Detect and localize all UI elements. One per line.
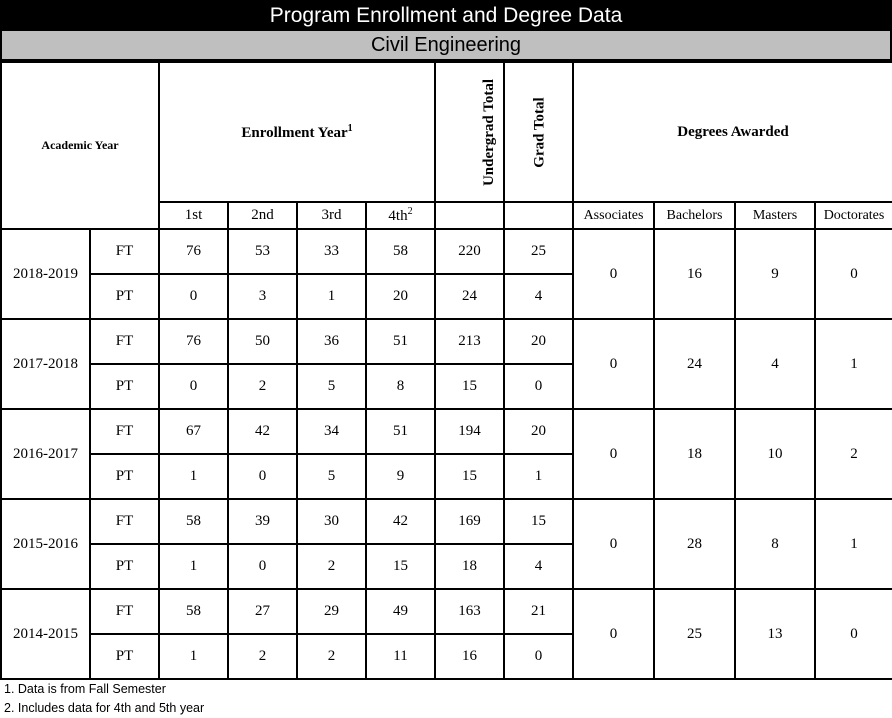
footnote-2: 2. Includes data for 4th and 5th year — [4, 701, 205, 715]
degree-cell: 2 — [815, 409, 892, 499]
degree-cell: 28 — [654, 499, 735, 589]
academic-year-cell: 2018-2019 — [1, 229, 90, 319]
degree-cell: 10 — [735, 409, 815, 499]
associates-header: Associates — [573, 202, 654, 229]
value-cell: 27 — [228, 589, 297, 634]
value-cell: 39 — [228, 499, 297, 544]
degree-cell: 0 — [573, 409, 654, 499]
academic-year-cell: 2017-2018 — [1, 319, 90, 409]
value-cell: 20 — [504, 409, 573, 454]
value-cell: 18 — [435, 544, 504, 589]
value-cell: 194 — [435, 409, 504, 454]
value-cell: 5 — [297, 364, 366, 409]
value-cell: 20 — [366, 274, 435, 319]
status-cell: FT — [90, 229, 159, 274]
degree-cell: 9 — [735, 229, 815, 319]
value-cell: 213 — [435, 319, 504, 364]
degree-cell: 0 — [815, 229, 892, 319]
value-cell: 1 — [159, 634, 228, 679]
value-cell: 58 — [159, 589, 228, 634]
enrollment-table — [0, 61, 892, 680]
status-cell: FT — [90, 409, 159, 454]
value-cell: 15 — [504, 499, 573, 544]
degree-cell: 18 — [654, 409, 735, 499]
degree-cell: 1 — [815, 319, 892, 409]
degree-cell: 0 — [573, 499, 654, 589]
status-cell: PT — [90, 364, 159, 409]
value-cell: 3 — [228, 274, 297, 319]
value-cell: 42 — [366, 499, 435, 544]
value-cell: 220 — [435, 229, 504, 274]
value-cell: 0 — [504, 364, 573, 409]
value-cell: 33 — [297, 229, 366, 274]
value-cell: 49 — [366, 589, 435, 634]
value-cell: 2 — [297, 634, 366, 679]
masters-header: Masters — [735, 202, 815, 229]
year-4-header: $4th^2$ — [366, 202, 435, 229]
bachelors-header: Bachelors — [654, 202, 735, 229]
value-cell: 50 — [228, 319, 297, 364]
enrollment-year-header: Enrollment Year$^1$ — [159, 62, 435, 202]
table-row — [1, 409, 892, 454]
academic-year-cell: 2016-2017 — [1, 409, 90, 499]
status-cell: PT — [90, 274, 159, 319]
value-cell: 24 — [435, 274, 504, 319]
value-cell: 76 — [159, 319, 228, 364]
value-cell: 4 — [504, 544, 573, 589]
value-cell: 58 — [366, 229, 435, 274]
value-cell: 4 — [504, 274, 573, 319]
value-cell: 42 — [228, 409, 297, 454]
degree-cell: 0 — [573, 589, 654, 679]
value-cell: 25 — [504, 229, 573, 274]
value-cell: 0 — [159, 274, 228, 319]
year-3-header: 3rd — [297, 202, 366, 229]
value-cell: 34 — [297, 409, 366, 454]
academic-year-header: Academic Year — [1, 62, 159, 229]
doctorates-header: Doctorates — [815, 202, 892, 229]
degree-cell: 4 — [735, 319, 815, 409]
degree-cell: 13 — [735, 589, 815, 679]
footnotes — [4, 680, 204, 718]
year-2-header: 2nd — [228, 202, 297, 229]
value-cell: 1 — [159, 544, 228, 589]
undergrad-total-header: Undergrad Total — [435, 62, 504, 202]
degrees-awarded-header: Degrees Awarded — [573, 62, 892, 202]
status-cell: FT — [90, 589, 159, 634]
value-cell: 0 — [228, 454, 297, 499]
value-cell: 36 — [297, 319, 366, 364]
undergrad-total-subheader — [435, 202, 504, 229]
value-cell: 21 — [504, 589, 573, 634]
value-cell: 15 — [366, 544, 435, 589]
value-cell: 16 — [435, 634, 504, 679]
degree-cell: 25 — [654, 589, 735, 679]
value-cell: 67 — [159, 409, 228, 454]
degree-cell: 24 — [654, 319, 735, 409]
value-cell: 0 — [159, 364, 228, 409]
value-cell: 1 — [504, 454, 573, 499]
status-cell: PT — [90, 454, 159, 499]
table-row — [1, 229, 892, 274]
value-cell: 15 — [435, 364, 504, 409]
value-cell: 1 — [297, 274, 366, 319]
value-cell: 2 — [297, 544, 366, 589]
value-cell: 8 — [366, 364, 435, 409]
value-cell: 11 — [366, 634, 435, 679]
table-row — [1, 589, 892, 634]
value-cell: 163 — [435, 589, 504, 634]
degree-cell: 16 — [654, 229, 735, 319]
grad-total-subheader — [504, 202, 573, 229]
value-cell: 30 — [297, 499, 366, 544]
degree-cell: 1 — [815, 499, 892, 589]
value-cell: 1 — [159, 454, 228, 499]
status-cell: PT — [90, 634, 159, 679]
value-cell: 15 — [435, 454, 504, 499]
status-cell: FT — [90, 499, 159, 544]
status-cell: PT — [90, 544, 159, 589]
degree-cell: 8 — [735, 499, 815, 589]
value-cell: 2 — [228, 364, 297, 409]
value-cell: 51 — [366, 319, 435, 364]
value-cell: 5 — [297, 454, 366, 499]
value-cell: 53 — [228, 229, 297, 274]
value-cell: 9 — [366, 454, 435, 499]
academic-year-cell: 2014-2015 — [1, 589, 90, 679]
grad-total-header: Grad Total — [504, 62, 573, 202]
value-cell: 169 — [435, 499, 504, 544]
degree-cell: 0 — [573, 229, 654, 319]
table-row — [1, 499, 892, 544]
value-cell: 76 — [159, 229, 228, 274]
table-row — [1, 319, 892, 364]
value-cell: 58 — [159, 499, 228, 544]
status-cell: FT — [90, 319, 159, 364]
degree-cell: 0 — [815, 589, 892, 679]
value-cell: 0 — [504, 634, 573, 679]
page-title: Program Enrollment and Degree Data — [0, 0, 892, 31]
value-cell: 20 — [504, 319, 573, 364]
academic-year-cell: 2015-2016 — [1, 499, 90, 589]
footnote-1: 1. Data is from Fall Semester — [4, 682, 166, 696]
program-subtitle: Civil Engineering — [0, 31, 892, 61]
value-cell: 51 — [366, 409, 435, 454]
value-cell: 29 — [297, 589, 366, 634]
value-cell: 0 — [228, 544, 297, 589]
year-1-header: 1st — [159, 202, 228, 229]
degree-cell: 0 — [573, 319, 654, 409]
value-cell: 2 — [228, 634, 297, 679]
